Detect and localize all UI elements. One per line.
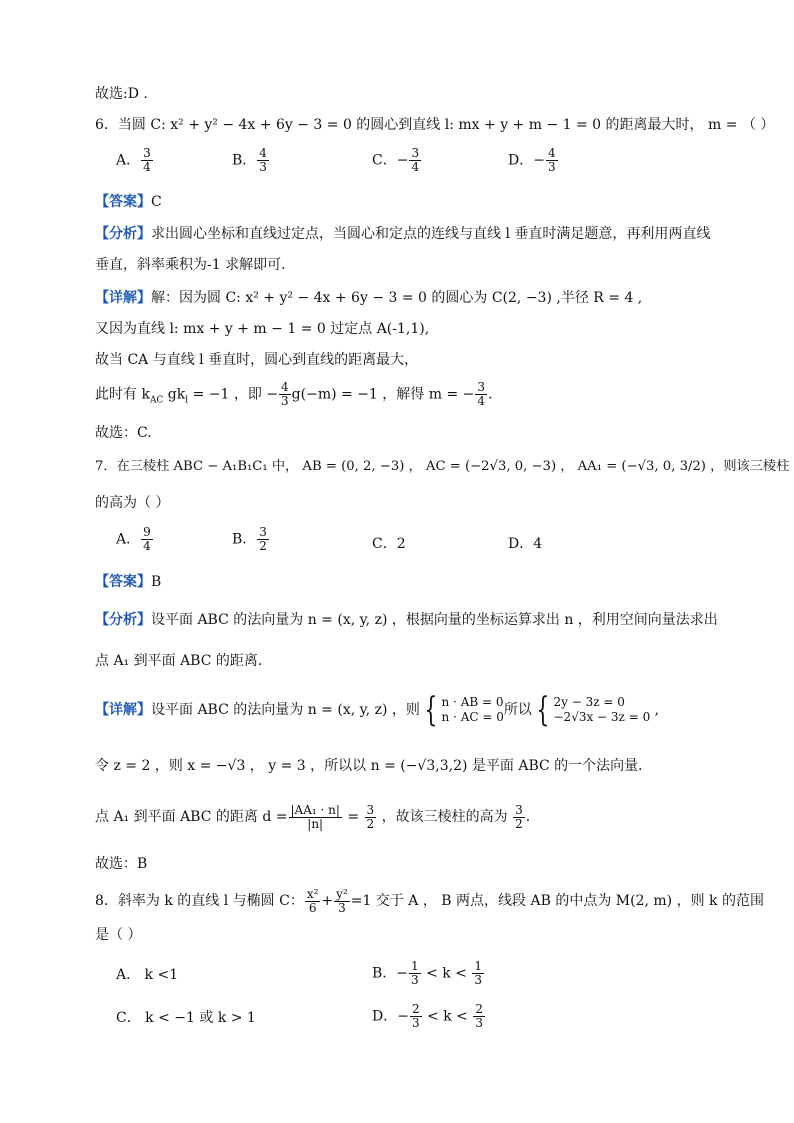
frac-num: 3 (515, 802, 523, 817)
frac-den: 4 (143, 539, 151, 553)
stem-text: =1 交于 A ， B 两点，线段 AB 的中点为 M(2, m) ，则 k 的范围 (350, 893, 764, 909)
frac-den: 3 (259, 160, 267, 174)
q7-detail-line2: 令 z = 2 ，则 x = −√3 ， y = 3 ，所以以 n = (−√3,3,2) 是平面 ABC 的一个法向量． (95, 758, 653, 774)
analysis-text: 求出圆心坐标和直线过定点，当圆心和定点的连线与直线 l 垂直时满足题意，再利用两直线 (151, 226, 711, 242)
sign: − (397, 1008, 409, 1025)
label: B． (372, 965, 397, 982)
frac-num: 4 (281, 380, 289, 394)
q7-analysis-line2: 点 A₁ 到平面 ABC 的距离. (95, 653, 263, 669)
detail-text: ． (525, 809, 540, 825)
detail-tag: 【详解】 (95, 290, 151, 306)
frac-num: |AA₁ · n| (290, 802, 340, 817)
answer-value: B (151, 574, 162, 590)
q7-option-b-frac (257, 526, 269, 553)
q8-option-d (372, 1003, 486, 1030)
frac-num: 3 (411, 146, 420, 160)
q7-option-a-label: A． (116, 531, 141, 548)
frac-num: 3 (366, 802, 375, 817)
answer-tag: 【答案】 (95, 194, 151, 210)
frac-den: 3 (411, 973, 419, 987)
q7-answer (95, 572, 161, 592)
q6-option-d-frac (546, 147, 558, 174)
frac-num: 2 (475, 1002, 483, 1016)
q7-option-d-label: D． (508, 536, 534, 552)
text: 此时有 k (95, 386, 150, 403)
frac-num: 2 (411, 1002, 420, 1016)
frac-den: 2 (515, 816, 523, 831)
q7-option-b-label: B． (232, 531, 257, 548)
q6-option-d-sign: − (533, 152, 545, 169)
frac-num: 3 (477, 380, 486, 394)
equation-system-2 (532, 690, 651, 730)
q8-option-b (372, 960, 485, 987)
frac-num: 4 (259, 146, 267, 160)
q7-stem-line2: 的高为（ ） (95, 495, 170, 511)
detail-text: 解：因为圆 C: x² + y² − 4x + 6y − 3 = 0 的圆心为 C(2, −3) ,半径 R = 4 , (151, 290, 643, 306)
q6-option-d (508, 147, 559, 174)
q6-detail-line3: 故当 CA 与直线 l 垂直时，圆心到直线的距离最大， (95, 352, 419, 368)
q7-stem-line1: 7．在三棱柱 ABC − A₁B₁C₁ 中， AB = (0, 2, −3) ， AC = (−2√3, 0, −3) ， AA₁ = (−√3, 0, 3/2) ，则该三棱柱 (95, 459, 790, 474)
fraction (410, 1003, 422, 1030)
label: D． (372, 1008, 398, 1025)
frac-den: 2 (366, 816, 375, 831)
q6-stem: 6．当圆 C: x² + y² − 4x + 6y − 3 = 0 的圆心到直线 l: mx + y + m − 1 = 0 的距离最大时， m = （ ） (95, 117, 775, 133)
frac-den: 4 (477, 394, 486, 408)
q7-option-b (232, 526, 270, 553)
q7-detail-line3 (95, 800, 540, 834)
ellipse-x-term (305, 888, 321, 915)
q6-option-c-label: C． (372, 152, 397, 169)
text: = −1 ，即 − (188, 386, 279, 403)
answer-value: C (151, 194, 162, 210)
q7-detail-line1 (95, 690, 660, 730)
detail-tag: 【详解】 (95, 702, 151, 718)
frac-num: 4 (547, 146, 556, 160)
analysis-text: 设平面 ABC 的法向量为 n = (x, y, z) ，根据向量的坐标运算求出 n ，利用空间向量法求出 (151, 612, 718, 628)
height-value (513, 804, 525, 831)
system-row: −2√3x − 3z = 0 (553, 710, 651, 724)
text: gk (163, 386, 186, 403)
fraction (473, 1003, 485, 1030)
system-row: n · AB = 0 (441, 695, 504, 709)
left-brace: { (536, 690, 550, 730)
frac-num: 9 (143, 525, 151, 539)
text: g(−m) = −1 ，解得 m = − (291, 386, 475, 403)
q6-option-a-frac (141, 147, 153, 174)
frac-den: 3 (547, 160, 556, 174)
fraction (279, 381, 291, 408)
q7-analysis-line1 (95, 610, 718, 630)
q8-option-c: C． k < −1 或 k > 1 (116, 1010, 256, 1026)
q7-option-c-text: 2 (396, 536, 406, 552)
q6-detail-line4 (95, 381, 492, 410)
frac-den: 6 (308, 900, 317, 915)
q6-option-d-label: D． (508, 152, 534, 169)
frac-den: 4 (143, 160, 151, 174)
inequality: < k < (422, 1008, 473, 1025)
plus-sign: + (321, 893, 334, 909)
frac-den: 3 (411, 1016, 420, 1030)
detail-text: 设平面 ABC 的法向量为 n = (x, y, z) ，则 (151, 702, 420, 718)
q8-stem-line2: 是（ ） (95, 927, 142, 943)
q7-option-d (508, 535, 542, 553)
answer-tag: 【答案】 (95, 574, 151, 590)
detail-text: 所以 (503, 702, 532, 718)
stem-text: 8．斜率为 k 的直线 l 与椭圆 C： (95, 893, 304, 909)
inequality: < k < (421, 965, 472, 982)
frac-num: 1 (411, 959, 419, 973)
q6-option-b-label: B． (232, 152, 257, 169)
fraction (472, 960, 484, 987)
q6-conclusion: 故选：C. (95, 425, 152, 441)
ellipse-y-term (334, 888, 350, 915)
q7-option-c (372, 535, 406, 553)
frac-den: |n| (307, 816, 324, 831)
q7-option-a-frac (141, 526, 153, 553)
fraction (409, 960, 421, 987)
subscript: AC (149, 395, 164, 406)
system-row: n · AC = 0 (441, 710, 504, 724)
q6-analysis-line2: 垂直，斜率乘积为-1 求解即可. (95, 257, 286, 273)
q6-option-c-sign: − (396, 152, 409, 169)
q6-option-c (372, 147, 422, 174)
sign: − (396, 965, 409, 982)
q7-option-a (116, 526, 154, 553)
frac-den: 3 (338, 900, 346, 915)
frac-num: 3 (143, 146, 151, 160)
fraction (475, 381, 487, 408)
analysis-tag: 【分析】 (95, 226, 151, 242)
q6-option-b-frac (257, 147, 269, 174)
frac-den: 3 (281, 394, 289, 408)
q6-analysis-line1 (95, 224, 710, 244)
detail-text: = (342, 809, 364, 825)
q6-answer (95, 192, 162, 212)
q7-option-d-text: 4 (533, 536, 543, 552)
detail-text: 点 A₁ 到平面 ABC 的距离 d = (95, 809, 288, 825)
frac-den: 3 (475, 1016, 483, 1030)
frac-den: 2 (259, 539, 267, 553)
frac-num: y² (336, 886, 348, 901)
analysis-tag: 【分析】 (95, 612, 151, 628)
q6-detail-line1 (95, 288, 642, 308)
frac-den: 4 (411, 160, 420, 174)
system-row: 2y − 3z = 0 (553, 695, 625, 709)
q7-conclusion: 故选：B (95, 856, 148, 872)
distance-formula (289, 804, 342, 831)
frac-num: x² (306, 886, 319, 901)
frac-den: 3 (474, 973, 483, 987)
q6-detail-line2: 又因为直线 l: mx + y + m − 1 = 0 过定点 A(-1,1), (95, 321, 430, 337)
left-brace: { (424, 690, 438, 730)
detail-text: , (650, 702, 660, 718)
subscript: l (185, 395, 189, 406)
q6-option-a-label: A． (116, 152, 141, 169)
detail-text: ，故该三棱柱的高为 (377, 809, 513, 825)
q6-option-b (232, 147, 270, 174)
frac-num: 1 (474, 959, 483, 973)
text: . (488, 386, 493, 403)
q8-stem-line1 (95, 886, 764, 916)
prev-conclusion: 故选:D . (95, 86, 148, 102)
q6-option-a (116, 147, 154, 174)
equation-system-1 (420, 690, 504, 730)
distance-value (365, 804, 377, 831)
q7-option-c-label: C． (372, 536, 397, 552)
q6-option-c-frac (409, 147, 421, 174)
q8-option-a: A． k <1 (116, 967, 179, 983)
frac-num: 3 (259, 525, 267, 539)
